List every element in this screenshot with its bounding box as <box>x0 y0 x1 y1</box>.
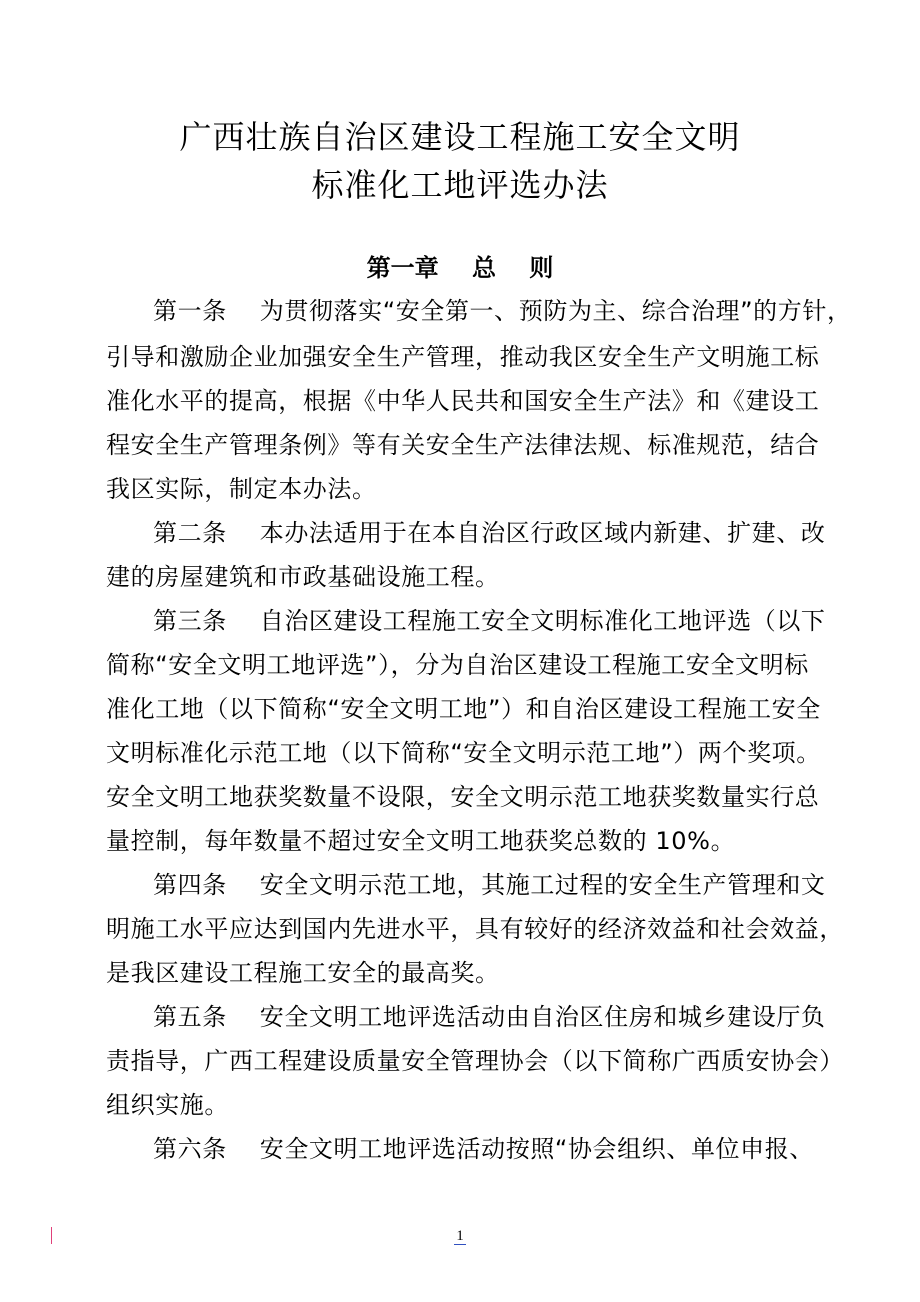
body-line: 第五条 安全文明工地评选活动由自治区住房和城乡建设厅负 <box>153 1003 826 1031</box>
body-line: 第六条 安全文明工地评选活动按照“协会组织、单位申报、 <box>153 1135 814 1163</box>
body-line: 准化水平的提高，根据《中华人民共和国安全生产法》和《建设工 <box>106 387 820 415</box>
body-line: 简称“安全文明工地评选”），分为自治区建设工程施工安全文明标 <box>106 651 809 679</box>
body-line: 第四条 安全文明示范工地，其施工过程的安全生产管理和文 <box>153 871 826 899</box>
body-line: 明施工水平应达到国内先进水平，具有较好的经济效益和社会效益， <box>106 915 844 943</box>
body-line: 是我区建设工程施工安全的最高奖。 <box>106 959 500 987</box>
page-number-underline <box>454 1244 466 1245</box>
body-line: 第三条 自治区建设工程施工安全文明标准化工地评选（以下 <box>153 607 826 635</box>
body-line: 组织实施。 <box>106 1091 229 1119</box>
body-line: 责指导，广西工程建设质量安全管理协会（以下简称广西质安协会） <box>106 1047 844 1075</box>
body-line: 安全文明工地获奖数量不设限，安全文明示范工地获奖数量实行总 <box>106 783 820 811</box>
body-line: 准化工地（以下简称“安全文明工地”）和自治区建设工程施工安全 <box>106 695 821 723</box>
body-line: 文明标准化示范工地（以下简称“安全文明示范工地”）两个奖项。 <box>106 739 821 767</box>
page-number: 1 <box>456 1228 464 1244</box>
body-line: 第二条 本办法适用于在本自治区行政区域内新建、扩建、改 <box>153 519 826 547</box>
document-title-line-1: 广西壮族自治区建设工程施工安全文明 <box>179 118 741 156</box>
chapter-heading: 第一章 总 则 <box>366 254 554 282</box>
body-line: 程安全生产管理条例》等有关安全生产法律法规、标准规范，结合 <box>106 431 820 459</box>
body-line: 第一条 为贯彻落实“安全第一、预防为主、综合治理”的方针， <box>153 297 852 325</box>
body-line: 我区实际，制定本办法。 <box>106 475 377 503</box>
body-line: 量控制，每年数量不超过安全文明工地获奖总数的 10%。 <box>106 827 736 855</box>
document-title-line-2: 标准化工地评选办法 <box>311 166 609 204</box>
body-line: 引导和激励企业加强安全生产管理，推动我区安全生产文明施工标 <box>106 343 820 371</box>
body-line: 建的房屋建筑和市政基础设施工程。 <box>106 563 500 591</box>
